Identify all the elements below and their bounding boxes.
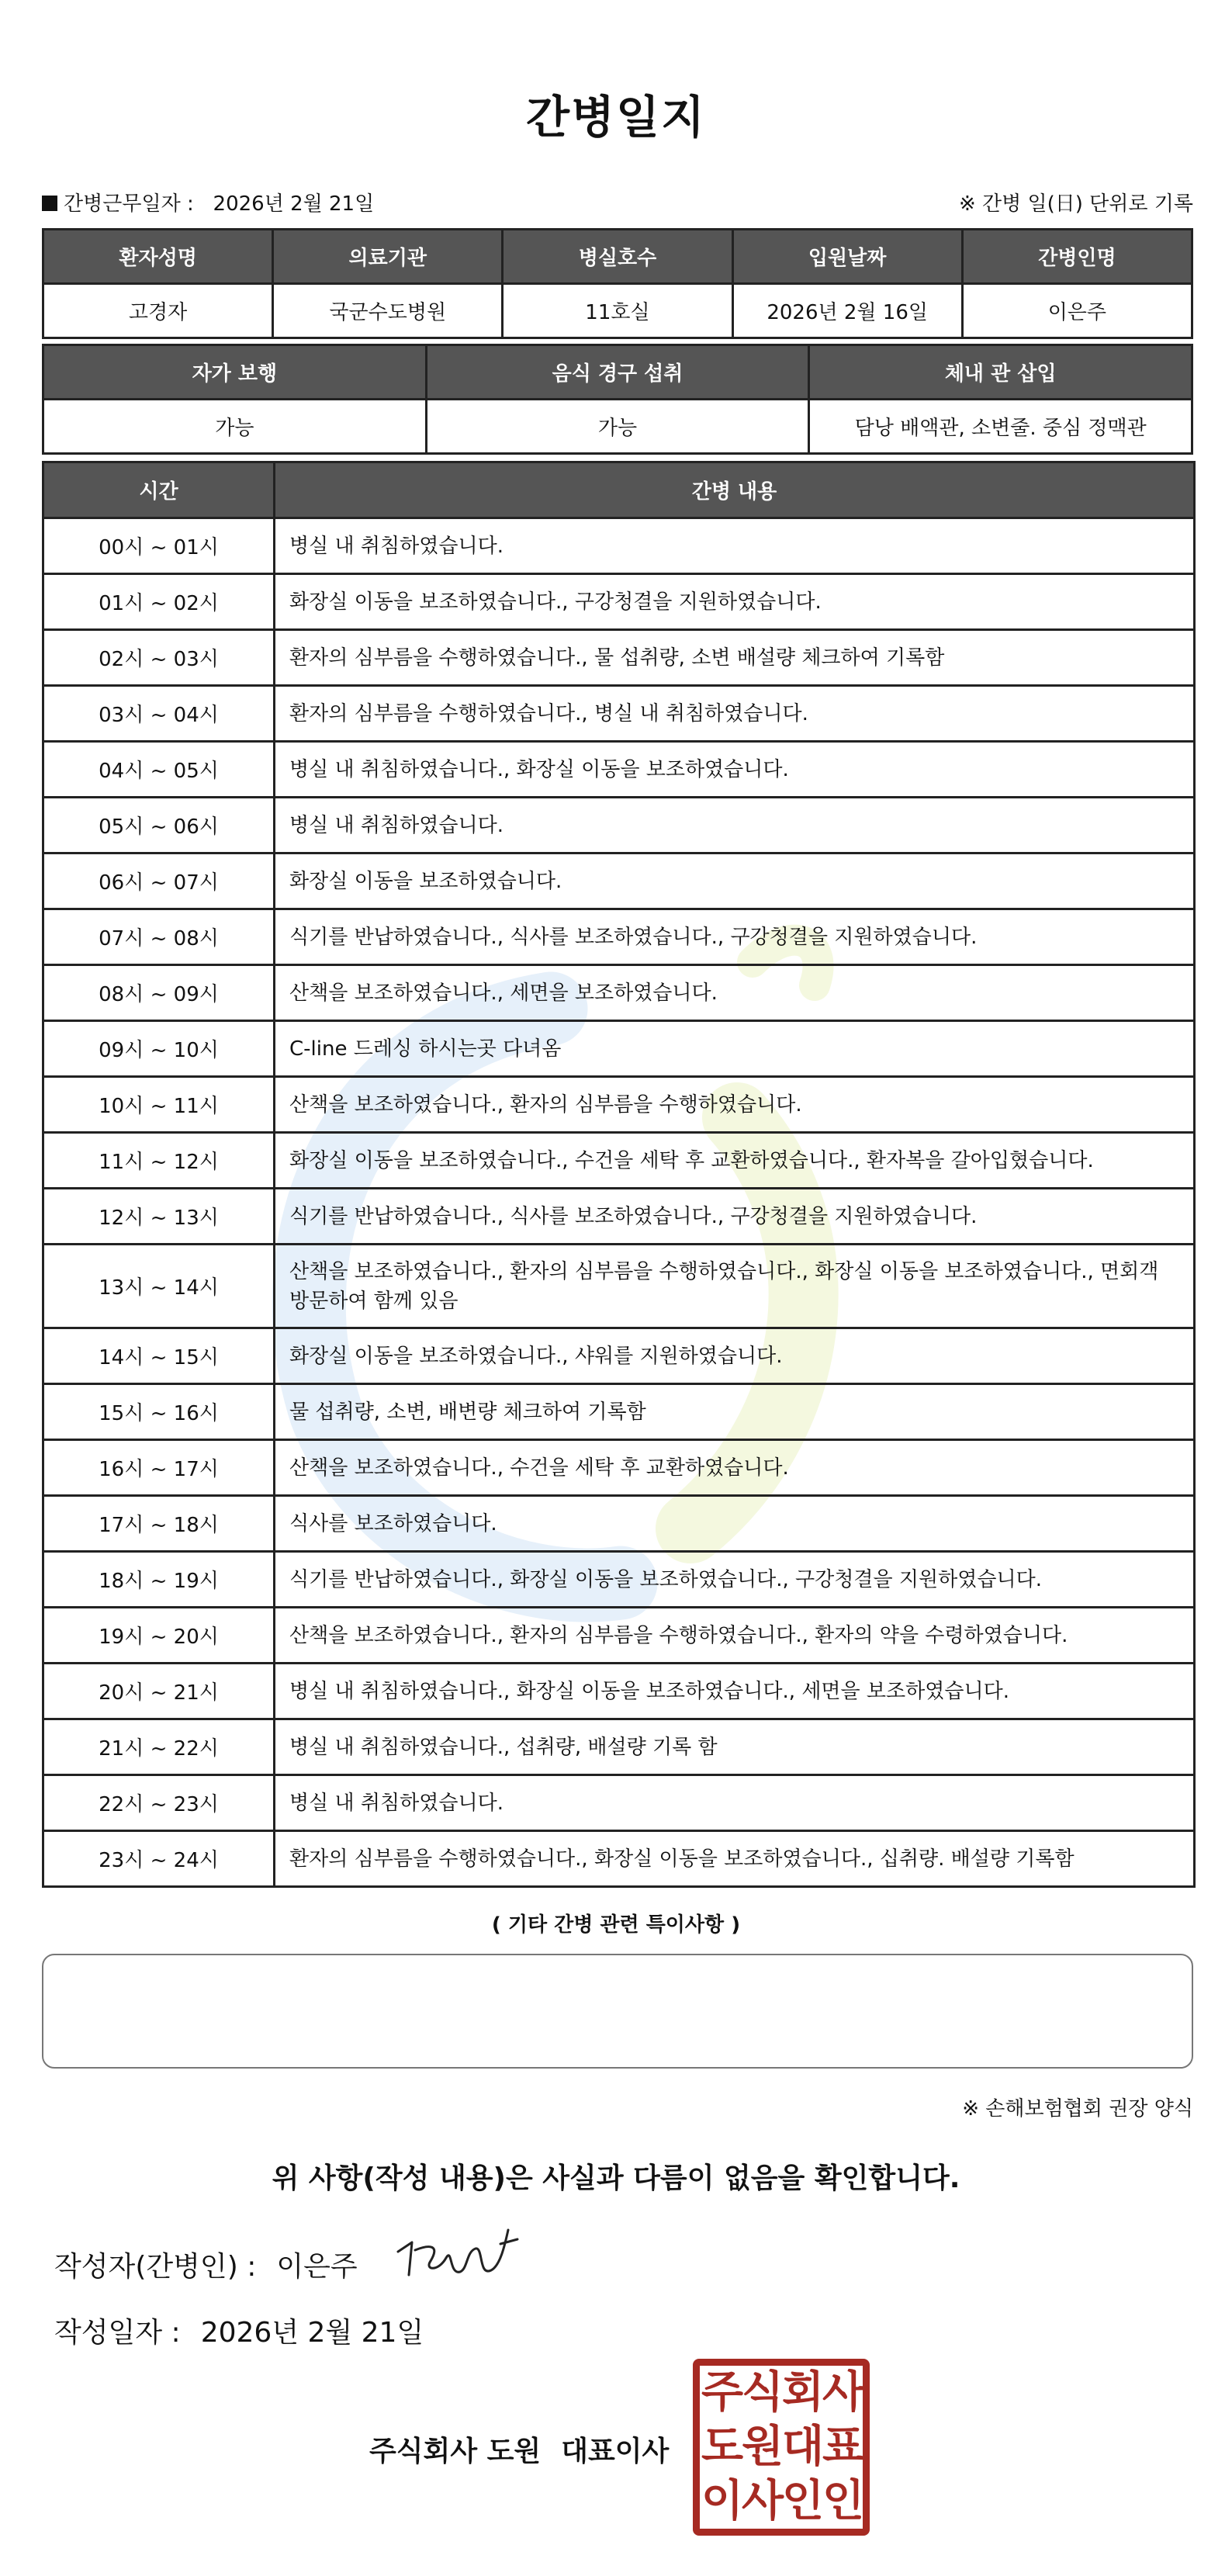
log-time: 13시 ~ 14시 [43, 1245, 275, 1328]
log-content: 환자의 심부름을 수행하였습니다., 병실 내 취침하였습니다. [275, 686, 1195, 742]
log-row [43, 1664, 1195, 1719]
log-row [43, 742, 1195, 798]
seal-char: 원 [742, 2422, 784, 2472]
form-note: ※ 손해보험협회 권장 양식 [962, 2097, 1193, 2121]
header-hospital: 의료기관 [273, 230, 503, 284]
log-time: 22시 ~ 23시 [43, 1775, 275, 1831]
log-content: 환자의 심부름을 수행하였습니다., 물 섭취량, 소변 배설량 체크하여 기록함 [275, 630, 1195, 686]
square-bullet-icon [42, 196, 57, 211]
log-content: 병실 내 취침하였습니다., 섭취량, 배설량 기록 함 [275, 1719, 1195, 1775]
tube-insertion-status: 담낭 배액관, 소변줄. 중심 정맥관 [809, 400, 1192, 454]
seal-char: 식 [742, 2367, 784, 2418]
special-notes-title: ( 기타 간병 관련 특이사항 ) [491, 1913, 741, 1937]
seal-char: 표 [822, 2422, 865, 2472]
log-time: 01시 ~ 02시 [43, 574, 275, 630]
log-row [43, 518, 1195, 574]
written-date-value: 2026년 2월 21일 [200, 2317, 424, 2349]
log-content: 산책을 보조하였습니다., 환자의 심부름을 수행하였습니다. [275, 1077, 1195, 1133]
seal-char: 주 [701, 2367, 744, 2418]
log-content: 병실 내 취침하였습니다., 화장실 이동을 보조하였습니다., 세면을 보조하였습니다. [275, 1664, 1195, 1719]
admission-date: 2026년 2월 16일 [732, 284, 962, 338]
log-time: 11시 ~ 12시 [43, 1133, 275, 1189]
log-row [43, 965, 1195, 1021]
log-row [43, 909, 1195, 965]
unit-note: ※ 간병 일(日) 단위로 기록 [958, 192, 1193, 216]
work-date-label: 간병근무일자 : [64, 192, 194, 216]
header-tube-insertion: 체내 관 삽입 [809, 345, 1192, 400]
log-row [43, 1719, 1195, 1775]
log-content: 화장실 이동을 보조하였습니다., 샤워를 지원하였습니다. [275, 1328, 1195, 1384]
log-content: 식기를 반납하였습니다., 식사를 보조하였습니다., 구강청결을 지원하였습니다. [275, 1189, 1195, 1245]
log-time: 02시 ~ 03시 [43, 630, 275, 686]
writer-line [54, 2245, 358, 2284]
log-content: 식기를 반납하였습니다., 화장실 이동을 보조하였습니다., 구강청결을 지원하였습니다. [275, 1552, 1195, 1608]
header-room: 병실호수 [503, 230, 732, 284]
log-time: 10시 ~ 11시 [43, 1077, 275, 1133]
log-content: 식기를 반납하였습니다., 식사를 보조하였습니다., 구강청결을 지원하였습니다. [275, 909, 1195, 965]
seal-char: 인 [782, 2476, 825, 2526]
log-time: 19시 ~ 20시 [43, 1608, 275, 1664]
header-care-content: 간병 내용 [275, 462, 1195, 518]
log-content: 화장실 이동을 보조하였습니다., 수건을 세탁 후 교환하였습니다., 환자복을 갈아입혔습니다. [275, 1133, 1195, 1189]
header-patient-name: 환자성명 [43, 230, 273, 284]
log-time: 23시 ~ 24시 [43, 1831, 275, 1887]
writer-name: 이은주 [276, 2251, 358, 2283]
hospital: 국군수도병원 [273, 284, 503, 338]
header-oral-intake: 음식 경구 섭취 [426, 345, 809, 400]
log-time: 03시 ~ 04시 [43, 686, 275, 742]
seal-char: 도 [701, 2422, 744, 2472]
log-content: 화장실 이동을 보조하였습니다., 구강청결을 지원하였습니다. [275, 574, 1195, 630]
log-content: 식사를 보조하였습니다. [275, 1496, 1195, 1552]
log-time: 14시 ~ 15시 [43, 1328, 275, 1384]
log-row [43, 1133, 1195, 1189]
patient-name: 고경자 [43, 284, 273, 338]
log-time: 09시 ~ 10시 [43, 1021, 275, 1077]
log-row [43, 1021, 1195, 1077]
log-row [43, 1831, 1195, 1887]
care-log-table [42, 461, 1196, 1888]
room-number: 11호실 [503, 284, 732, 338]
log-time: 07시 ~ 08시 [43, 909, 275, 965]
log-content: 산책을 보조하였습니다., 환자의 심부름을 수행하였습니다., 환자의 약을 수령하였습니다. [275, 1608, 1195, 1664]
log-row [43, 1384, 1195, 1440]
log-content: 병실 내 취침하였습니다. [275, 798, 1195, 853]
log-time: 08시 ~ 09시 [43, 965, 275, 1021]
seal-char: 대 [782, 2422, 825, 2472]
header-time: 시간 [43, 462, 275, 518]
log-content: 산책을 보조하였습니다., 환자의 심부름을 수행하였습니다., 화장실 이동을 보조하였습니다., 면회객 방문하여 함께 있음 [275, 1245, 1195, 1328]
log-time: 18시 ~ 19시 [43, 1552, 275, 1608]
log-time: 12시 ~ 13시 [43, 1189, 275, 1245]
signature [392, 2221, 528, 2292]
log-content: 산책을 보조하였습니다., 세면을 보조하였습니다. [275, 965, 1195, 1021]
log-time: 05시 ~ 06시 [43, 798, 275, 853]
log-content: C-line 드레싱 하시는곳 다녀옴 [275, 1021, 1195, 1077]
written-date-label: 작성일자 : [54, 2317, 181, 2349]
log-time: 06시 ~ 07시 [43, 853, 275, 909]
seal-char: 사 [822, 2367, 865, 2418]
seal-char: 인 [822, 2476, 865, 2526]
log-time: 21시 ~ 22시 [43, 1719, 275, 1775]
company-ceo: 대표이사 [561, 2436, 670, 2467]
log-content: 산책을 보조하였습니다., 수건을 세탁 후 교환하였습니다. [275, 1440, 1195, 1496]
company-name: 주식회사 도원 [369, 2436, 542, 2467]
log-time: 20시 ~ 21시 [43, 1664, 275, 1719]
page-title: 간병일지 [525, 91, 707, 144]
seal-char: 회 [782, 2367, 825, 2418]
writer-label: 작성자(간병인) : [54, 2251, 257, 2283]
log-content: 병실 내 취침하였습니다., 화장실 이동을 보조하였습니다. [275, 742, 1195, 798]
caregiver-name: 이은주 [962, 284, 1192, 338]
oral-intake-status: 가능 [426, 400, 809, 454]
log-content: 환자의 심부름을 수행하였습니다., 화장실 이동을 보조하였습니다., 십취량. 배설량 기록함 [275, 1831, 1195, 1887]
work-date-value: 2026년 2월 21일 [213, 192, 375, 216]
seal-char: 이 [701, 2476, 744, 2526]
written-date-line [54, 2311, 424, 2350]
log-time: 17시 ~ 18시 [43, 1496, 275, 1552]
log-time: 15시 ~ 16시 [43, 1384, 275, 1440]
log-content: 병실 내 취침하였습니다. [275, 1775, 1195, 1831]
log-content: 병실 내 취침하였습니다. [275, 518, 1195, 574]
patient-status-table [42, 344, 1193, 455]
header-walking: 자가 보행 [43, 345, 427, 400]
confirmation-statement: 위 사항(작성 내용)은 사실과 다름이 없음을 확인합니다. [272, 2162, 960, 2194]
log-content: 화장실 이동을 보조하였습니다. [275, 853, 1195, 909]
log-row [43, 630, 1195, 686]
log-content: 물 섭취량, 소변, 배변량 체크하여 기록함 [275, 1384, 1195, 1440]
company-line [369, 2429, 669, 2469]
header-admission-date: 입원날짜 [732, 230, 962, 284]
walking-status: 가능 [43, 400, 427, 454]
log-row [43, 1440, 1195, 1496]
log-row [43, 1496, 1195, 1552]
log-time: 04시 ~ 05시 [43, 742, 275, 798]
log-row [43, 574, 1195, 630]
header-caregiver: 간병인명 [962, 230, 1192, 284]
log-row [43, 1245, 1195, 1328]
log-row [43, 1077, 1195, 1133]
company-seal-stamp [693, 2359, 870, 2536]
seal-char: 사 [742, 2476, 784, 2526]
log-row [43, 1775, 1195, 1831]
log-row [43, 798, 1195, 853]
log-row [43, 1608, 1195, 1664]
log-row [43, 1189, 1195, 1245]
special-notes-box[interactable] [42, 1954, 1193, 2069]
log-row [43, 1328, 1195, 1384]
log-row [43, 686, 1195, 742]
log-time: 00시 ~ 01시 [43, 518, 275, 574]
work-date [42, 188, 374, 216]
log-time: 16시 ~ 17시 [43, 1440, 275, 1496]
log-row [43, 1552, 1195, 1608]
patient-info-table [42, 228, 1193, 339]
log-row [43, 853, 1195, 909]
